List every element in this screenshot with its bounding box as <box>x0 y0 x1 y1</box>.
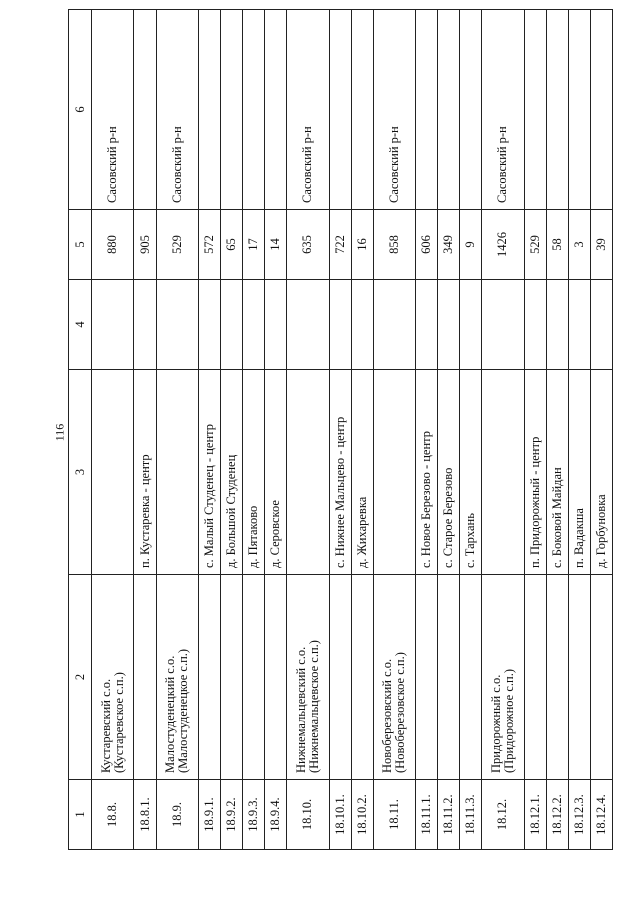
municipality-cell <box>243 575 265 780</box>
col4-cell <box>568 280 590 370</box>
district-cell <box>590 10 612 210</box>
row-number-cell: 18.12.1. <box>524 780 546 850</box>
table-row <box>134 10 156 850</box>
settlement-cell: д. Серовское <box>265 370 287 575</box>
table-row <box>546 10 568 850</box>
district-cell <box>568 10 590 210</box>
settlement-cell <box>287 370 329 575</box>
header-cell: 2 <box>69 575 92 780</box>
population-cell: 14 <box>265 210 287 280</box>
table-row <box>590 10 612 850</box>
district-cell <box>546 10 568 210</box>
settlement-cell: п. Вадакша <box>568 370 590 575</box>
municipality-name: Новоберезовский с.о. <box>380 658 395 773</box>
row-number-cell: 18.9.4. <box>265 780 287 850</box>
header-row <box>69 10 92 850</box>
population-cell: 3 <box>568 210 590 280</box>
row-number-cell: 18.10.2. <box>351 780 373 850</box>
settlement-cell: с. Малый Студенец - центр <box>199 370 221 575</box>
district-cell <box>438 10 460 210</box>
col4-cell <box>590 280 612 370</box>
col4-cell <box>156 280 198 370</box>
district-cell <box>329 10 351 210</box>
table-row <box>265 10 287 850</box>
settlement-cell: п. Кустаревка - центр <box>134 370 156 575</box>
table-row <box>221 10 243 850</box>
row-number-cell: 18.12.2. <box>546 780 568 850</box>
table-row <box>199 10 221 850</box>
population-cell: 65 <box>221 210 243 280</box>
population-cell: 880 <box>92 210 134 280</box>
district-cell <box>265 10 287 210</box>
settlement-cell: с. Боковой Майдан <box>546 370 568 575</box>
municipality-cell <box>199 575 221 780</box>
population-cell: 1426 <box>482 210 524 280</box>
col4-cell <box>92 280 134 370</box>
row-number-cell: 18.9.2. <box>221 780 243 850</box>
table-row <box>243 10 265 850</box>
population-cell: 58 <box>546 210 568 280</box>
page-number: 116 <box>52 423 67 442</box>
table-row <box>156 10 198 850</box>
population-cell: 17 <box>243 210 265 280</box>
settlement-cell: с. Новое Березово - центр <box>416 370 438 575</box>
row-number-cell: 18.8. <box>92 780 134 850</box>
row-number-cell: 18.10. <box>287 780 329 850</box>
settlement-cell: д. Горбуновка <box>590 370 612 575</box>
col4-cell <box>134 280 156 370</box>
header-cell: 4 <box>69 280 92 370</box>
municipality-cell <box>590 575 612 780</box>
municipality-cell <box>416 575 438 780</box>
col4-cell <box>221 280 243 370</box>
population-cell: 635 <box>287 210 329 280</box>
municipality-cell <box>482 575 524 780</box>
row-number-cell: 18.8.1. <box>134 780 156 850</box>
row-number-cell: 18.11. <box>373 780 415 850</box>
population-cell: 858 <box>373 210 415 280</box>
settlement-cell <box>156 370 198 575</box>
district-cell <box>243 10 265 210</box>
settlement-cell: п. Придорожный - центр <box>524 370 546 575</box>
municipality-cell <box>287 575 329 780</box>
population-cell: 905 <box>134 210 156 280</box>
row-number-cell: 18.9. <box>156 780 198 850</box>
district-cell <box>221 10 243 210</box>
population-cell: 39 <box>590 210 612 280</box>
table-row <box>287 10 329 850</box>
municipality-cell <box>265 575 287 780</box>
settlement-cell: д. Пятаково <box>243 370 265 575</box>
col4-cell <box>460 280 482 370</box>
municipality-alt-name: (Малостуденецкое с.п.) <box>176 648 191 773</box>
municipality-cell <box>373 575 415 780</box>
settlement-cell: с. Старое Березово <box>438 370 460 575</box>
district-cell <box>460 10 482 210</box>
district-cell: Сасовский р-н <box>287 10 329 210</box>
table-row <box>351 10 373 850</box>
municipality-cell <box>438 575 460 780</box>
settlement-cell: с. Тархань <box>460 370 482 575</box>
settlement-cell: с. Нижнее Мальцево - центр <box>329 370 351 575</box>
district-cell: Сасовский р-н <box>92 10 134 210</box>
municipality-alt-name: (Новоберезовское с.п.) <box>393 652 408 773</box>
municipality-name: Придорожный с.о. <box>488 674 503 773</box>
district-cell <box>416 10 438 210</box>
municipality-name: Кустаревский с.о. <box>98 678 113 773</box>
table-row <box>329 10 351 850</box>
table-row <box>416 10 438 850</box>
population-cell: 349 <box>438 210 460 280</box>
header-cell: 6 <box>69 10 92 210</box>
municipality-alt-name: (Придорожное с.п.) <box>501 669 516 773</box>
col4-cell <box>199 280 221 370</box>
settlement-cell <box>92 370 134 575</box>
col4-cell <box>287 280 329 370</box>
municipality-alt-name: (Кустаревское с.п.) <box>111 672 126 773</box>
municipality-cell <box>460 575 482 780</box>
population-cell: 16 <box>351 210 373 280</box>
header-cell: 3 <box>69 370 92 575</box>
settlement-cell: д. Большой Студенец <box>221 370 243 575</box>
col4-cell <box>373 280 415 370</box>
table-row <box>438 10 460 850</box>
settlements-table <box>68 9 613 850</box>
municipality-cell <box>546 575 568 780</box>
municipality-name: Малостуденецкий с.о. <box>163 655 178 773</box>
rotated-table-container <box>68 10 613 850</box>
row-number-cell: 18.11.2. <box>438 780 460 850</box>
district-cell <box>199 10 221 210</box>
row-number-cell: 18.9.3. <box>243 780 265 850</box>
col4-cell <box>438 280 460 370</box>
col4-cell <box>546 280 568 370</box>
municipality-cell <box>221 575 243 780</box>
header-cell: 5 <box>69 210 92 280</box>
population-cell: 722 <box>329 210 351 280</box>
row-number-cell: 18.11.1. <box>416 780 438 850</box>
table-row <box>92 10 134 850</box>
municipality-cell <box>524 575 546 780</box>
table-row <box>524 10 546 850</box>
population-cell: 529 <box>156 210 198 280</box>
settlement-cell <box>482 370 524 575</box>
municipality-cell <box>156 575 198 780</box>
row-number-cell: 18.10.1. <box>329 780 351 850</box>
municipality-cell <box>568 575 590 780</box>
municipality-cell <box>92 575 134 780</box>
col4-cell <box>329 280 351 370</box>
district-cell <box>351 10 373 210</box>
municipality-cell <box>134 575 156 780</box>
municipality-name: Нижнемальцевский с.о. <box>293 646 308 773</box>
district-cell: Сасовский р-н <box>373 10 415 210</box>
table-row <box>568 10 590 850</box>
col4-cell <box>243 280 265 370</box>
settlement-cell <box>373 370 415 575</box>
row-number-cell: 18.11.3. <box>460 780 482 850</box>
row-number-cell: 18.12.4. <box>590 780 612 850</box>
col4-cell <box>351 280 373 370</box>
population-cell: 9 <box>460 210 482 280</box>
population-cell: 572 <box>199 210 221 280</box>
row-number-cell: 18.9.1. <box>199 780 221 850</box>
district-cell: Сасовский р-н <box>156 10 198 210</box>
municipality-alt-name: (Нижнемальцевское с.п.) <box>306 640 321 773</box>
settlement-cell: д. Жихаревка <box>351 370 373 575</box>
municipality-cell <box>329 575 351 780</box>
header-cell: 1 <box>69 780 92 850</box>
municipality-cell <box>351 575 373 780</box>
table-row <box>482 10 524 850</box>
population-cell: 606 <box>416 210 438 280</box>
table-row <box>460 10 482 850</box>
district-cell <box>524 10 546 210</box>
col4-cell <box>265 280 287 370</box>
col4-cell <box>416 280 438 370</box>
table-row <box>373 10 415 850</box>
population-cell: 529 <box>524 210 546 280</box>
row-number-cell: 18.12.3. <box>568 780 590 850</box>
col4-cell <box>482 280 524 370</box>
district-cell <box>134 10 156 210</box>
row-number-cell: 18.12. <box>482 780 524 850</box>
district-cell: Сасовский р-н <box>482 10 524 210</box>
col4-cell <box>524 280 546 370</box>
